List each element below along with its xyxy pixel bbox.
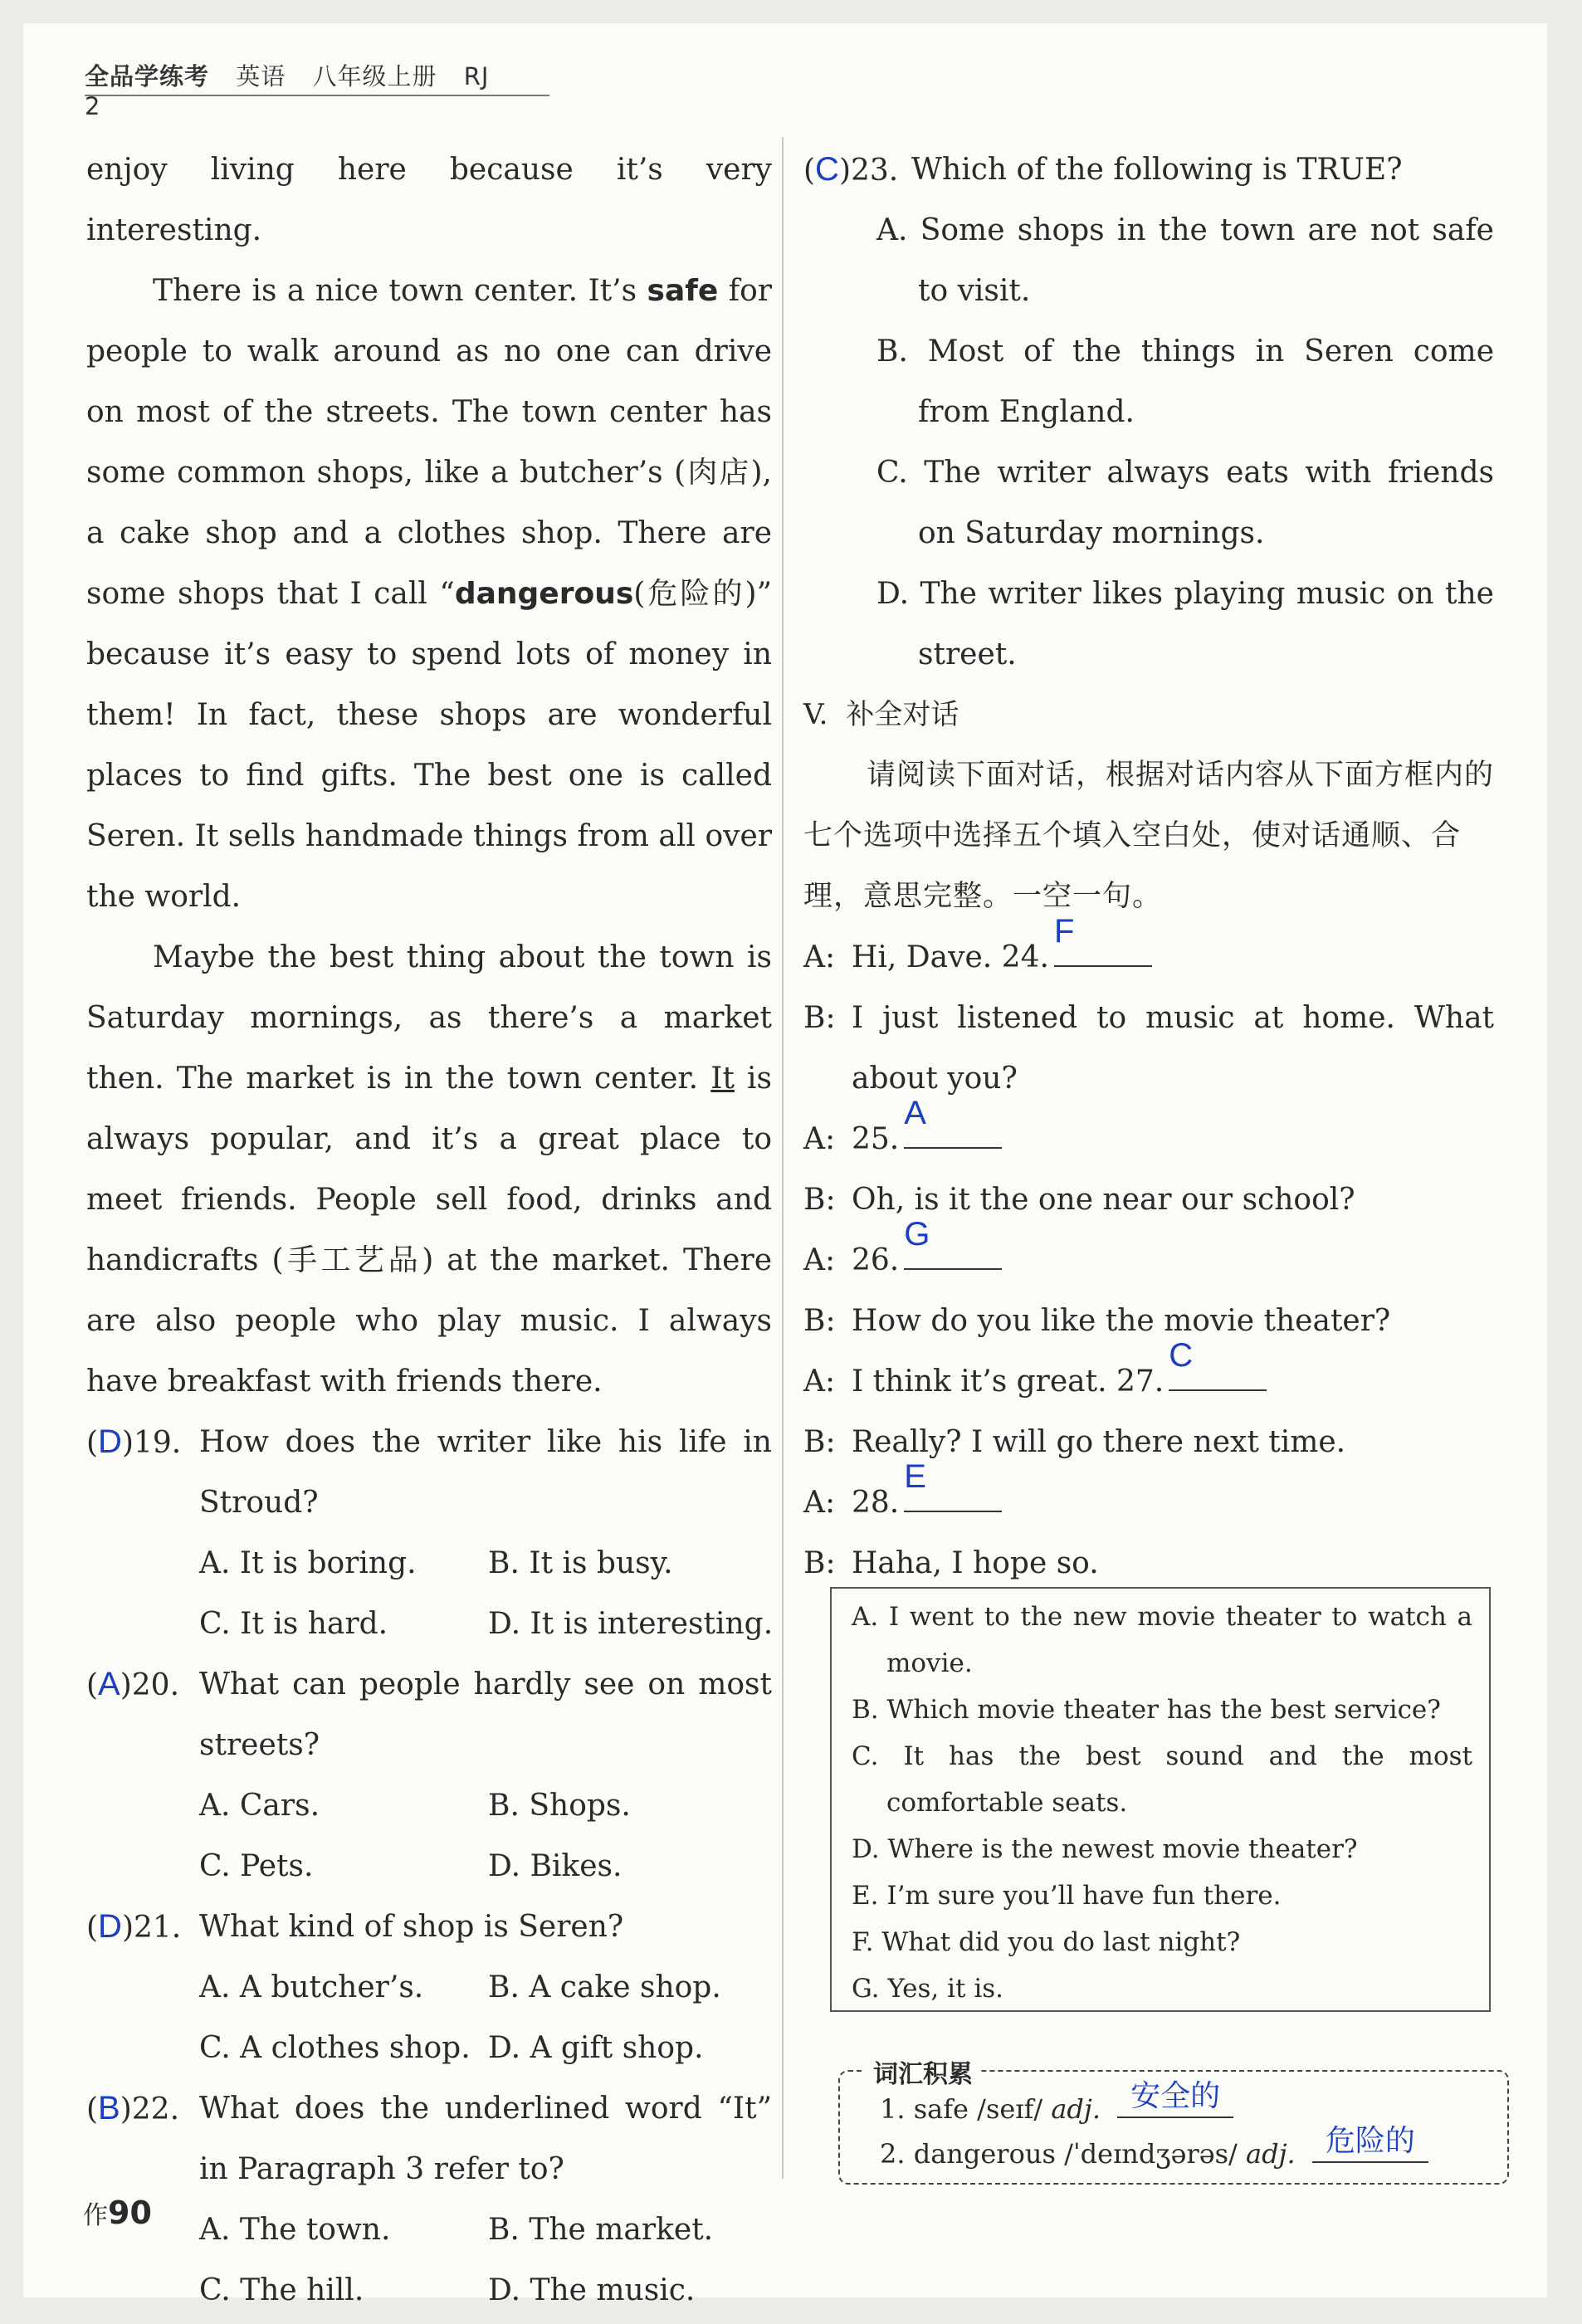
question-text: How does the writer like his life in Stroud?: [199, 1425, 772, 1520]
option-d: D. A gift shop.: [488, 2031, 704, 2065]
dialogue-line: A: Hi, Dave. 24. F: [803, 927, 1494, 988]
dialogue: [803, 913, 1494, 1594]
section-instructions: 请阅读下面对话，根据对话内容从下面方框内的七个选项中选择五个填入空白处，使对话通顺、合理，意思完整。一空一句。: [803, 759, 1495, 913]
header-num: 2: [85, 92, 101, 120]
vocab-item: 1. safe /seɪf/ adj. 安全的: [880, 2090, 1233, 2125]
blank-number: 26.: [852, 1243, 900, 1277]
choice-e: E. I’m sure you’ll have fun there.: [852, 1881, 1282, 1911]
vocab-answer-blank: 安全的: [1117, 2090, 1233, 2118]
option-b: B. Shops.: [488, 1789, 631, 1823]
option-b: B. The market.: [488, 2213, 714, 2247]
question-text: What does the underlined word “It” in Paragraph 3 refer to?: [199, 2092, 772, 2186]
page-prefix: 作: [83, 2201, 108, 2230]
passage-paragraph-3: [86, 927, 772, 1412]
question-number: 21.: [133, 1911, 182, 1945]
answer-mark: A: [98, 1666, 120, 1702]
question-number: 19.: [133, 1426, 182, 1460]
option-a: A. Cars.: [199, 1789, 320, 1823]
question-text: Which of the following is TRUE?: [911, 153, 1403, 187]
blank-number: 27.: [1116, 1365, 1165, 1399]
dialogue-line: A: 28. E: [803, 1472, 1494, 1533]
question-22: (B)22. What does the underlined word “It” in Paragraph 3 refer to? A. The town. B. The market. C. The hill. D. The music.: [86, 2078, 772, 2321]
question-number: 23.: [850, 154, 899, 188]
option-c: C. The hill.: [199, 2273, 364, 2307]
page-number-value: 90: [108, 2195, 152, 2231]
keyword-safe: safe: [647, 274, 719, 308]
left-column: [86, 139, 772, 2321]
dialogue-line: B: Really? I will go there next time.: [803, 1425, 1346, 1459]
header-edition: RJ: [463, 62, 490, 90]
answer-blank: F: [1054, 940, 1152, 967]
dialogue-line: A: 25. A: [803, 1109, 1494, 1169]
p3-part-1: Maybe the best thing about the town is Saturday mornings, as there’s a market then. The market is in the town center.: [86, 940, 772, 1096]
section-heading: [803, 685, 1494, 745]
question-20: (A)20. What can people hardly see on most streets? A. Cars. B. Shops. C. Pets. D. Bikes.: [86, 1654, 772, 1897]
p3-part-2: is always popular, and it’s a great place to meet friends. People sell food, drinks and handicrafts (手工艺品) at the market. There are also people who play music. I always have breakfast with friends there.: [86, 1062, 772, 1399]
blank-number: 25.: [852, 1122, 900, 1156]
option-b: B. It is busy.: [488, 1546, 673, 1580]
question-21: (D)21. What kind of shop is Seren? A. A butcher’s. B. A cake shop. C. A clothes shop. D. A gift shop.: [86, 1897, 772, 2078]
choice-c: C. It has the best sound and the most comfortable seats.: [852, 1741, 1472, 1818]
vocab-answer-blank: 危险的: [1312, 2135, 1428, 2163]
option-a: A. It is boring.: [199, 1546, 417, 1580]
dialogue-line: B: I just listened to music at home. What about you?: [803, 1001, 1494, 1096]
answer-mark: D: [98, 1908, 122, 1945]
right-column: [803, 139, 1494, 1594]
answer-blank: A: [904, 1122, 1002, 1149]
option-c: C. Pets.: [199, 1849, 314, 1883]
option-b: B. Most of the things in Seren come from England.: [876, 334, 1494, 429]
options-row: [86, 1836, 772, 1897]
option-c: C. It is hard.: [199, 1607, 388, 1641]
dialogue-line: B: Oh, is it the one near our school?: [803, 1183, 1355, 1217]
choice-d: D. Where is the newest movie theater?: [852, 1834, 1358, 1864]
vocab-box: [838, 2060, 1509, 2185]
options-row: [86, 1775, 772, 1836]
p2-part-2: for people to walk around as no one can drive on most of the streets. The town center has some common shops, like a butcher’s (肉店), a cake shop and a clothes shop. There are some shops that I call “: [86, 274, 772, 611]
answer-mark: C: [815, 151, 839, 188]
option-d: D. It is interesting.: [488, 1607, 774, 1641]
option-a: A. A butcher’s.: [199, 1970, 424, 2004]
options-row: [86, 2018, 772, 2078]
passage-paragraph-1-end: enjoy living here because it’s very interesting.: [86, 153, 772, 247]
vocab-title: 词汇积累: [865, 2053, 981, 2090]
choice-f: F. What did you do last night?: [852, 1927, 1241, 1957]
choice-g: G. Yes, it is.: [852, 1974, 1004, 2004]
p2-part-1: There is a nice town center. It’s: [153, 274, 647, 308]
dialogue-line: B: How do you like the movie theater?: [803, 1304, 1391, 1338]
answer-blank: E: [904, 1486, 1002, 1512]
header-subject: 英语: [236, 62, 286, 90]
header-grade: 八年级上册: [312, 62, 437, 90]
answer-mark: D: [98, 1423, 122, 1460]
header-brand: 全品学练考: [85, 62, 210, 90]
keyword-dangerous: dangerous: [454, 577, 634, 611]
option-c: C. A clothes shop.: [199, 2031, 471, 2065]
answer-mark: B: [98, 2090, 120, 2126]
page-number: [83, 2195, 152, 2231]
choices-box: [830, 1587, 1491, 2012]
option-b: B. A cake shop.: [488, 1970, 721, 2004]
p2-part-3: (危险的)” because it’s easy to spend lots of money in them! In fact, these shops are wonderful places to find gifts. The best one is called Seren. It sells handmade things from all over the world.: [86, 577, 772, 914]
page-header: [85, 58, 546, 120]
option-a: A. Some shops in the town are not safe to visit.: [876, 213, 1494, 308]
column-divider: [782, 137, 784, 2179]
option-c: C. The writer always eats with friends on Saturday mornings.: [876, 456, 1494, 550]
question-text: What can people hardly see on most streets?: [199, 1667, 772, 1762]
question-text: What kind of shop is Seren?: [199, 1910, 624, 1944]
underlined-it: It: [710, 1062, 735, 1096]
option-d: D. Bikes.: [488, 1849, 623, 1883]
blank-number: 24.: [1001, 940, 1049, 974]
options-row: [86, 2200, 772, 2260]
question-23: (C)23. Which of the following is TRUE? A. Some shops in the town are not safe to visit. B. Most of the things in Seren come from England. C. The writer always eats with friends on Saturday mornings. D. The writer likes playing music on the street.: [803, 139, 1494, 685]
section-numeral: V.: [803, 698, 828, 731]
section-title: 补全对话: [846, 698, 959, 731]
dialogue-line: A: 26. G: [803, 1230, 1494, 1291]
question-number: 20.: [131, 1668, 180, 1702]
question-number: 22.: [131, 2092, 180, 2126]
options-row: [86, 1594, 772, 1654]
choice-a: A. I went to the new movie theater to watch a movie.: [852, 1602, 1472, 1678]
dialogue-line: A: I think it’s great. 27. C: [803, 1351, 1494, 1412]
blank-number: 28.: [852, 1486, 900, 1520]
vocab-item: 2. dangerous /ˈdeɪndʒərəs/ adj. 危险的: [880, 2135, 1428, 2170]
options-row: [86, 1533, 772, 1594]
dialogue-line: B: Haha, I hope so.: [803, 1546, 1099, 1580]
question-19: (D)19. How does the writer like his life in Stroud? A. It is boring. B. It is busy. C. It is hard. D. It is interesting.: [86, 1412, 772, 1654]
option-d: D. The music.: [488, 2273, 696, 2307]
answer-blank: G: [904, 1243, 1002, 1270]
passage-paragraph-2: [86, 261, 772, 927]
header-rule: [85, 95, 549, 96]
answer-blank: C: [1169, 1365, 1267, 1391]
option-d: D. The writer likes playing music on the street.: [876, 577, 1494, 671]
options-row: [86, 2260, 772, 2321]
options-row: [86, 1957, 772, 2018]
choice-b: B. Which movie theater has the best service?: [852, 1695, 1441, 1725]
option-a: A. The town.: [199, 2213, 391, 2247]
